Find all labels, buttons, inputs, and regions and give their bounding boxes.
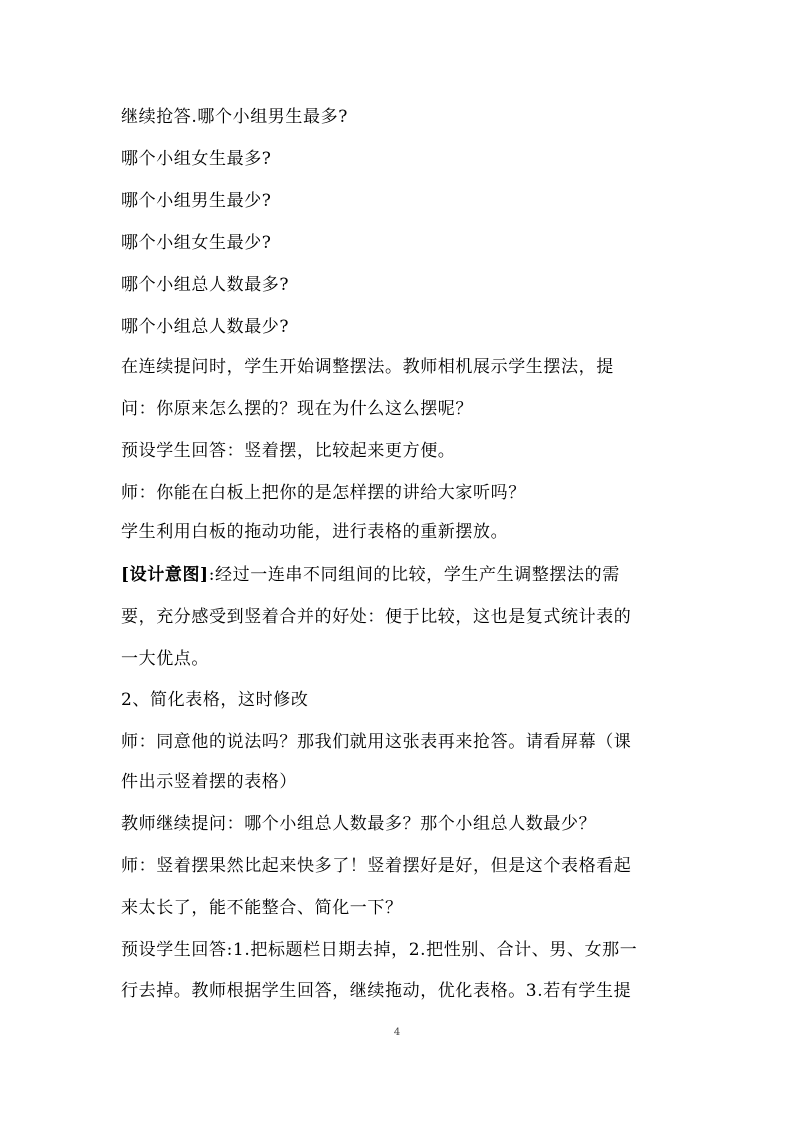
text-line: 预设学生回答：竖着摆，比较起来更方便。 [121, 441, 456, 461]
text-line: 哪个小组女生最多? [121, 149, 272, 169]
page-number: 4 [393, 1027, 401, 1038]
text-line: 问：你原来怎么摆的？现在为什么这么摆呢？ [121, 399, 473, 419]
text-line: 师：竖着摆果然比起来快多了！竖着摆好是好，但是这个表格看起 [121, 856, 632, 876]
text-line: 预设学生回答:1.把标题栏日期去掉，2.把性别、合计、男、女那一 [121, 940, 638, 960]
text-line: 来太长了，能不能整合、简化一下？ [121, 898, 403, 918]
text-line: 学生利用白板的拖动功能，进行表格的重新摆放。 [121, 522, 509, 542]
text-line: 师：你能在白板上把你的是怎样摆的讲给大家听吗？ [121, 483, 526, 503]
design-intent-text: :经过一连串不同组间的比较，学生产生调整摆法的需 [208, 565, 620, 585]
text-line: 要，充分感受到竖着合并的好处：便于比较，这也是复式统计表的 [121, 607, 632, 627]
text-line: 行去掉。教师根据学生回答，继续拖动，优化表格。3.若有学生提 [121, 981, 632, 1001]
text-line: 在连续提问时，学生开始调整摆法。教师相机展示学生摆法，提 [121, 357, 614, 377]
text-line: 哪个小组女生最少? [121, 233, 272, 253]
section-heading: 2、简化表格，这时修改 [121, 690, 309, 710]
text-line: 继续抢答.哪个小组男生最多? [121, 107, 348, 127]
text-line: 教师继续提问：哪个小组总人数最多？那个小组总人数最少？ [121, 814, 597, 834]
text-line: 件出示竖着摆的表格） [121, 772, 297, 792]
text-line: 哪个小组总人数最少? [121, 317, 290, 337]
text-line: 师：同意他的说法吗？那我们就用这张表再来抢答。请看屏幕（课 [121, 732, 632, 752]
text-line: 哪个小组总人数最多? [121, 275, 290, 295]
design-intent-line [121, 565, 620, 585]
text-line: 哪个小组男生最少? [121, 191, 272, 211]
design-intent-label: [设计意图] [121, 565, 209, 585]
text-line: 一大优点。 [121, 649, 209, 669]
